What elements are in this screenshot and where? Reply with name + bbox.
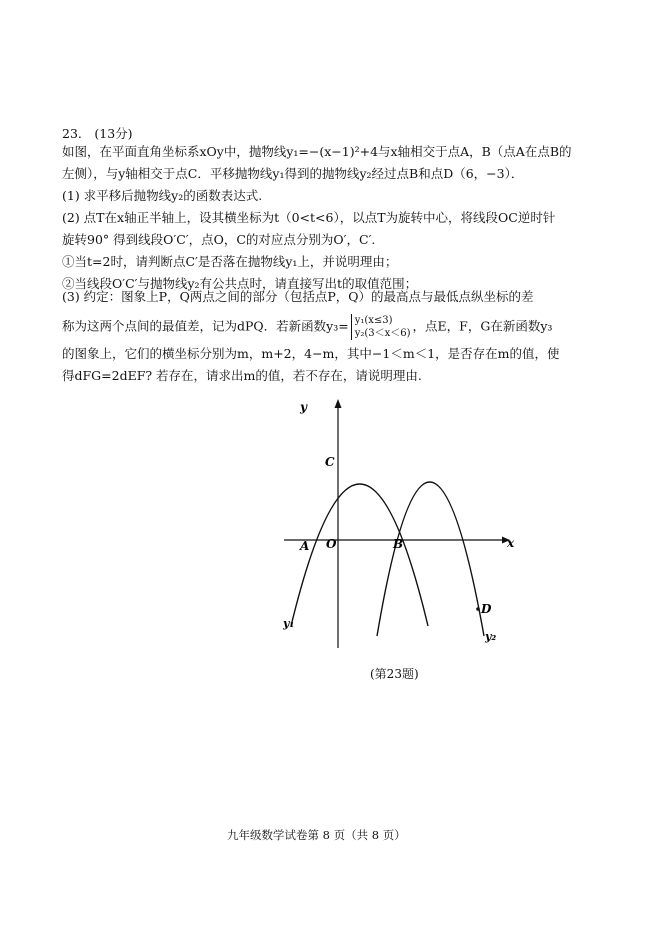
part-3-line-2-post: ，点E，F，G在新函数y₃ [412,318,553,334]
y-axis-arrow [335,399,342,408]
label-b: B [393,537,404,551]
point-d [476,607,480,611]
part-2-line-2: 旋转90° 得到线段O′C′，点O，C的对应点分别为O′，C′. [62,232,376,247]
part-2-line-1: (2) 点T在x轴正半轴上，设其横坐标为t（0<t<6），以点T为旋转中心，将线段OC逆时针 [62,210,556,225]
parabola-y1 [291,484,428,626]
intro-line-2: 左侧），与y轴相交于点C．平移抛物线y₁得到的抛物线y₂经过点B和点D（6，−3）． [62,166,524,181]
part-3-line-4: 得dFG=2dEF? 若存在，请求出m的值，若不存在，请说明理由. [62,368,422,383]
part-3-line-3: 的图象上，它们的横坐标分别为m，m+2，4−m，其中−1＜m＜1，是否存在m的值，使 [62,346,560,361]
piecewise-brace [351,314,411,340]
figure-svg [280,398,530,648]
parabola-y2 [377,482,484,636]
piece-2: y₂(3＜x＜6) [354,328,411,339]
page-footer: 九年级数学试卷第 8 页（共 8 页） [227,828,406,842]
part-2-sub-1: ①当t=2时，请判断点C′是否落在抛物线y₁上，并说明理由； [62,254,398,269]
parabola-figure [280,398,530,648]
figure-caption: (第23题) [370,667,419,681]
label-o: O [326,537,337,551]
part-3-line-2 [62,314,552,340]
piece-1: y₁(x≤3) [354,315,393,326]
label-y1: y₁ [283,617,295,630]
label-y2: y₂ [485,630,497,643]
intro-line-1: 如图，在平面直角坐标系xOy中，抛物线y₁=−(x−1)²+4与x轴相交于点A，B（点A在点B的 [62,144,572,159]
label-c: C [325,455,335,469]
label-a: A [300,539,310,553]
part-3-line-2-pre: 称为这两个点间的最值差，记为dPQ．若新函数y₃= [62,318,349,334]
question-number: 23. (13分) [62,126,133,141]
part-2-sub-2: ②当线段O′C′与抛物线y₂有公共点时，请直接写出t的取值范围； [62,276,418,291]
x-axis-label: x [507,536,515,550]
label-d: D [481,602,492,616]
y-axis-label: y [300,400,307,414]
part-3-line-1: (3) 约定：图象上P，Q两点之间的部分（包括点P，Q）的最高点与最低点纵坐标的差 [62,289,534,304]
part-1: (1) 求平移后抛物线y₂的函数表达式. [62,188,263,203]
